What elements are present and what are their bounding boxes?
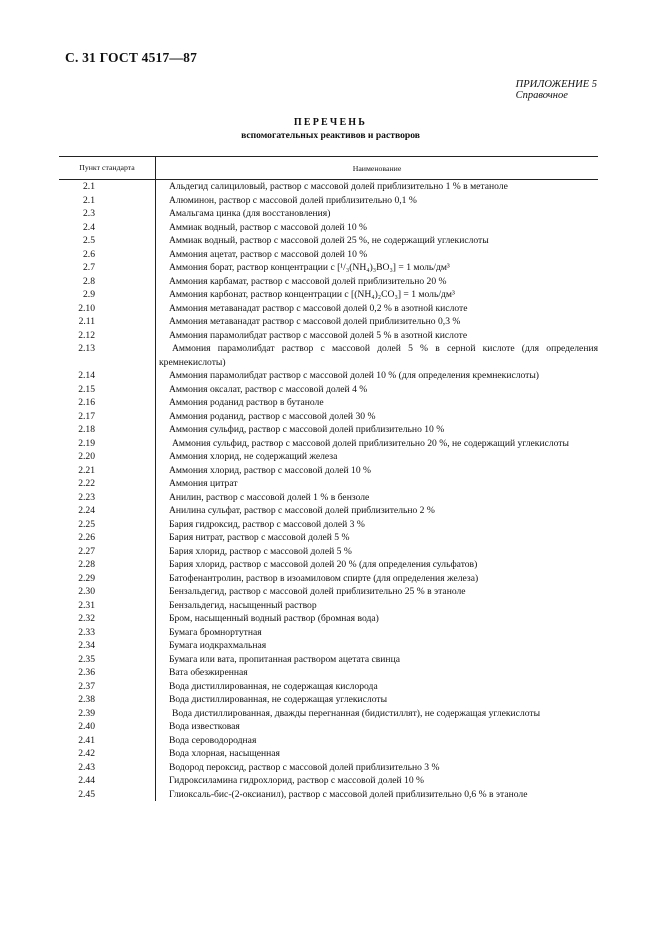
row-name: Бария хлорид, раствор с массовой долей 20 % (для определения сульфатов) — [169, 559, 478, 570]
row-name: Вода сероводородная — [169, 734, 257, 746]
table-row — [59, 450, 598, 464]
row-number: 2.1 — [83, 181, 95, 192]
row-name: Бензальдегид, насыщенный раствор — [169, 599, 317, 611]
row-name: Вода дистиллированная, не содержащая углекислоты — [169, 694, 388, 705]
table-row — [59, 558, 598, 572]
row-name: Аммония парамолибдат раствор с массовой долей 10 % (для определения кремнекислоты) — [169, 370, 540, 381]
row-name: Аммония парамолибдат раствор с массовой долей 5 % в серной кислоте (для определения кремнекислоты) — [159, 343, 598, 368]
row-name: Бария нитрат, раствор с массовой долей 5 % — [169, 532, 350, 543]
row-number: 2.39 — [78, 707, 95, 719]
row-name: Бром, насыщенный водный раствор (бромная вода) — [169, 613, 379, 624]
table-row — [59, 396, 598, 410]
page-header: С. 31 ГОСТ 4517—87 — [65, 50, 198, 65]
table-row — [59, 653, 598, 667]
row-number: 2.1 — [83, 194, 95, 206]
row-number: 2.24 — [78, 505, 95, 516]
row-name: Водород пероксид, раствор с массовой долей приблизительно 3 % — [169, 761, 440, 773]
table-row — [59, 464, 598, 478]
row-name: Аммония оксалат, раствор с массовой долей 4 % — [169, 383, 368, 395]
row-number: 2.43 — [78, 761, 95, 773]
row-name: Анилина сульфат, раствор с массовой долей приблизительно 2 % — [169, 505, 435, 516]
row-name: Аммония борат, раствор концентрации c [¹/₃(NH₄)₃BO₃] = 1 моль/дм³ — [169, 262, 450, 273]
row-number: 2.5 — [83, 235, 95, 246]
reagents-table — [59, 156, 598, 801]
row-name: Аммония парамолибдат раствор с массовой долей 5 % в азотной кислоте — [169, 329, 468, 341]
row-name: Аммония карбонат, раствор концентрации c [(NH₄)₂CO₃] = 1 моль/дм³ — [169, 289, 455, 300]
row-name: Аммония ацетат, раствор с массовой долей 10 % — [169, 248, 368, 260]
row-number: 2.42 — [78, 748, 95, 759]
row-name: Вода дистиллированная, дважды перегнанная (бидистиллят), не содержащая углекислоты — [172, 707, 541, 719]
row-number: 2.9 — [83, 289, 95, 300]
row-name: Аммония роданид раствор в бутаноле — [169, 397, 324, 408]
table-row — [59, 221, 598, 235]
row-number: 2.12 — [78, 329, 95, 341]
row-name: Гидроксиламина гидрохлорид, раствор с массовой долей 10 % — [169, 775, 425, 786]
table-row — [59, 329, 598, 343]
row-name: Вода дистиллированная, не содержащая кислорода — [169, 680, 378, 692]
table-row — [59, 248, 598, 262]
row-name: Аммиак водный, раствор с массовой долей 10 % — [169, 221, 368, 233]
table-row — [59, 612, 598, 626]
table-row — [59, 423, 598, 437]
table-row — [59, 369, 598, 383]
table-row — [59, 275, 598, 289]
row-number: 2.4 — [83, 221, 95, 233]
table-row — [59, 545, 598, 559]
table-row — [59, 666, 598, 680]
row-number: 2.29 — [78, 572, 95, 584]
row-number: 2.25 — [78, 518, 95, 530]
table-row — [59, 693, 598, 707]
row-name: Глиоксаль-бис-(2-оксианил), раствор с массовой долей приблизительно 0,6 % в этаноле — [169, 788, 528, 800]
table-row — [59, 734, 598, 748]
table-row — [59, 572, 598, 586]
row-name: Аммония метаванадат раствор с массовой долей 0,2 % в азотной кислоте — [169, 302, 468, 314]
table-row — [59, 410, 598, 424]
row-number: 2.38 — [78, 694, 95, 705]
table-row — [59, 707, 598, 721]
table-header — [59, 156, 598, 180]
table-row — [59, 518, 598, 532]
row-name: Аммония сульфид, раствор с массовой долей приблизительно 20 %, не содержащий углекислоты — [172, 437, 569, 449]
row-number: 2.34 — [78, 640, 95, 651]
row-name: Бензальдегид, раствор с массовой долей приблизительно 25 % в этаноле — [169, 586, 466, 597]
row-name: Анилин, раствор с массовой долей 1 % в бензоле — [169, 491, 370, 503]
row-number: 2.44 — [78, 775, 95, 786]
table-row — [59, 383, 598, 397]
row-name: Аммония карбамат, раствор с массовой долей приблизительно 20 % — [169, 275, 447, 287]
table-row — [59, 477, 598, 491]
table-row — [59, 180, 598, 194]
row-number: 2.37 — [78, 680, 95, 692]
row-number: 2.21 — [78, 464, 95, 476]
row-name: Алюминон, раствор с массовой долей приблизительно 0,1 % — [169, 194, 417, 206]
row-number: 2.19 — [78, 437, 95, 449]
row-number: 2.8 — [83, 275, 95, 287]
table-row — [59, 437, 598, 451]
row-number: 2.35 — [78, 653, 95, 665]
row-number: 2.33 — [78, 626, 95, 638]
table-row — [59, 261, 598, 275]
row-number: 2.15 — [78, 383, 95, 395]
row-number: 2.14 — [78, 370, 95, 381]
row-number: 2.16 — [78, 397, 95, 408]
row-name: Аммиак водный, раствор с массовой долей 25 %, не содержащий углекислоты — [169, 235, 489, 246]
appendix-title: ПРИЛОЖЕНИЕ 5 — [515, 79, 597, 90]
row-number: 2.18 — [78, 424, 95, 435]
table-row — [59, 315, 598, 329]
table-row — [59, 207, 598, 221]
row-number: 2.28 — [78, 559, 95, 570]
row-number: 2.11 — [78, 316, 95, 327]
row-name: Аммония хлорид, не содержащий железа — [169, 451, 338, 462]
table-row — [59, 194, 598, 208]
table-row — [59, 585, 598, 599]
row-number: 2.17 — [78, 410, 95, 422]
row-number: 2.13 — [78, 343, 95, 354]
row-number: 2.40 — [78, 721, 95, 732]
table-row — [59, 720, 598, 734]
row-number: 2.22 — [78, 478, 95, 489]
row-name: Амальгама цинка (для восстановления) — [169, 208, 331, 219]
row-name: Бумага бромнортутная — [169, 626, 262, 638]
table-row — [59, 342, 598, 369]
table-row — [59, 599, 598, 613]
row-number: 2.36 — [78, 667, 95, 678]
header-name: Наименование — [352, 163, 402, 173]
table-row — [59, 531, 598, 545]
row-number: 2.20 — [78, 451, 95, 462]
row-name: Бария гидроксид, раствор с массовой долей 3 % — [169, 518, 365, 530]
row-number: 2.23 — [78, 491, 95, 503]
table-row — [59, 504, 598, 518]
table-row — [59, 680, 598, 694]
table-row — [59, 234, 598, 248]
appendix-subtitle: Справочное — [515, 90, 568, 101]
row-name: Аммония сульфид, раствор с массовой долей приблизительно 10 % — [169, 424, 445, 435]
document-subtitle: вспомогательных реактивов и растворов — [241, 130, 420, 141]
row-name: Аммония роданид, раствор с массовой долей 30 % — [169, 410, 376, 422]
table-row — [59, 302, 598, 316]
row-name: Бумага или вата, пропитанная раствором ацетата свинца — [169, 653, 400, 665]
header-number: Пункт стандарта — [59, 157, 156, 179]
row-name: Вода известковая — [169, 721, 240, 732]
table-row — [59, 774, 598, 788]
row-name: Аммония хлорид, раствор с массовой долей 10 % — [169, 464, 372, 476]
row-name: Альдегид салициловый, раствор с массовой долей приблизительно 1 % в метаноле — [169, 181, 508, 192]
row-number: 2.32 — [78, 613, 95, 624]
row-number: 2.3 — [83, 208, 95, 219]
row-number: 2.27 — [78, 545, 95, 557]
table-row — [59, 788, 598, 802]
row-number: 2.26 — [78, 532, 95, 543]
table-row — [59, 491, 598, 505]
appendix-label — [516, 79, 597, 101]
document-title: ПЕРЕЧЕНЬ — [293, 117, 368, 128]
row-name: Батофенантролин, раствор в изоамиловом спирте (для определения железа) — [169, 572, 479, 584]
row-name: Вода хлорная, насыщенная — [169, 748, 280, 759]
table-body — [59, 180, 598, 801]
row-number: 2.10 — [78, 302, 95, 314]
row-number: 2.41 — [78, 734, 95, 746]
row-number: 2.30 — [78, 586, 95, 597]
row-name: Вата обезжиренная — [169, 667, 248, 678]
table-row — [59, 288, 598, 302]
row-number: 2.7 — [83, 262, 95, 273]
row-name: Аммония метаванадат раствор с массовой долей приблизительно 0,3 % — [169, 316, 461, 327]
row-name: Бумага иодкрахмальная — [169, 640, 267, 651]
row-number: 2.6 — [83, 248, 95, 260]
table-row — [59, 747, 598, 761]
table-row — [59, 639, 598, 653]
row-name: Бария хлорид, раствор с массовой долей 5 % — [169, 545, 352, 557]
row-number: 2.31 — [78, 599, 95, 611]
row-number: 2.45 — [78, 788, 95, 800]
table-row — [59, 626, 598, 640]
row-name: Аммония цитрат — [169, 478, 238, 489]
table-row — [59, 761, 598, 775]
